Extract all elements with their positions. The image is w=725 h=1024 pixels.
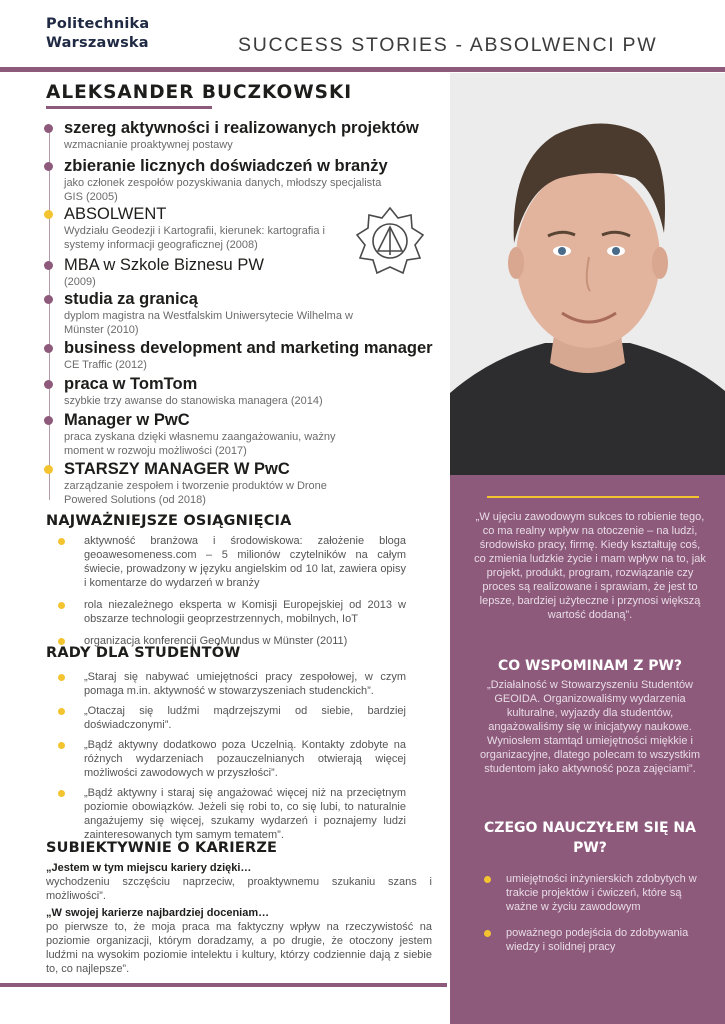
timeline-title: szereg aktywności i realizowanych projektów bbox=[64, 119, 419, 137]
advice-heading: RADY DLA STUDENTÓW bbox=[46, 645, 241, 661]
timeline-item bbox=[44, 411, 444, 458]
achievements-list bbox=[58, 534, 406, 648]
advice-text: „Otaczaj się ludźmi mądrzejszymi od siebie, bardziej doświadczonymi”. bbox=[84, 705, 406, 731]
subjective-answer: wychodzeniu szczęściu naprzeciw, proaktywnemu szukaniu szans i możliwości”. bbox=[46, 876, 432, 902]
learned-list bbox=[484, 872, 704, 954]
bullet-dot bbox=[484, 930, 491, 937]
memories-text: „Działalność w Stowarzyszeniu Studentów GEOIDA. Organizowaliśmy wydarzenia kulturalne, wyjazdy dla studentów, angażowaliśmy się w inicjatywy naukowe. Wyniosłem stamtąd umiejętności miękkie i organizacyjne, dlatego polecam to wszystkim studentom jako aktywność poza zajęciami”. bbox=[479, 679, 701, 775]
timeline-desc: CE Traffic (2012) bbox=[64, 359, 147, 371]
timeline-title: business development and marketing manager bbox=[64, 339, 433, 357]
timeline-desc: szybkie trzy awanse do stanowiska managera (2014) bbox=[64, 395, 323, 407]
learned-text: umiejętności inżynierskich zdobytych w trakcie projektów i ćwiczeń, które są ważne w życiu zawodowym bbox=[506, 873, 697, 913]
portrait-photo bbox=[450, 73, 725, 475]
timeline-dot bbox=[44, 261, 53, 270]
achievement-text: organizacja konferencji GeoMundus w Münster (2011) bbox=[84, 635, 348, 647]
timeline-title: STARSZY MANAGER W PwC bbox=[64, 460, 290, 478]
timeline-dot bbox=[44, 380, 53, 389]
timeline-desc: wzmacnianie proaktywnej postawy bbox=[64, 139, 233, 151]
memories-heading: CO WSPOMINAM Z PW? bbox=[497, 658, 683, 674]
learned-text: poważnego podejścia do zdobywania wiedzy i solidnej pracy bbox=[506, 927, 689, 953]
timeline-desc: Wydziału Geodezji i Kartografii, kierunek: kartografia i systemy informacji geograficznej (2008) bbox=[64, 225, 325, 251]
timeline-dot bbox=[44, 295, 53, 304]
timeline-item bbox=[44, 290, 444, 337]
subjective-question: „W swojej karierze najbardziej doceniam… bbox=[46, 907, 270, 919]
timeline-title: Manager w PwC bbox=[64, 411, 190, 429]
list-item bbox=[58, 598, 406, 626]
bullet-dot bbox=[58, 674, 65, 681]
timeline-desc: dyplom magistra na Westfalskim Uniwersytecie Wilhelma w Münster (2010) bbox=[64, 310, 353, 336]
subjective-question: „Jestem w tym miejscu kariery dzięki… bbox=[46, 862, 252, 874]
learned-heading: CZEGO NAUCZYŁEM SIĘ NA PW? bbox=[484, 820, 696, 856]
list-item bbox=[484, 926, 704, 954]
timeline-item bbox=[44, 119, 444, 152]
timeline-title: zbieranie licznych doświadczeń w branży bbox=[64, 157, 388, 175]
logo-line-2: Warszawska bbox=[46, 35, 149, 51]
logo-line-1: Politechnika bbox=[46, 16, 150, 32]
timeline-desc: praca zyskana dzięki własnemu zaangażowaniu, ważny moment w rozwoju możliwości (2017) bbox=[64, 431, 336, 457]
person-name: ALEKSANDER BUCZKOWSKI bbox=[46, 82, 353, 103]
bullet-dot bbox=[58, 708, 65, 715]
success-quote: „W ujęciu zawodowym sukces to robienie tego, co ma realny wpływ na otoczenie – na ludzi, środowisko pracy, firmę. Kiedy kształtuję coś, co zmienia ludzkie życie i mam wpływ na to, jak projekt, produkt, program, rozwiązanie czy proces są realizowane i sprawiam, że jest to lepsze, bardziej użyteczne i przynosi większą wartość dodaną”. bbox=[474, 511, 706, 621]
university-logo bbox=[46, 15, 149, 53]
timeline-dot bbox=[44, 416, 53, 425]
advice-list bbox=[58, 670, 406, 842]
timeline-desc: (2009) bbox=[64, 276, 96, 288]
timeline-dot bbox=[44, 210, 53, 219]
achievement-text: rola niezależnego eksperta w Komisji Europejskiej od 2013 w obszarze technologii geoprzestrzennych, mobilnych, IoT bbox=[84, 599, 406, 625]
name-underline bbox=[46, 106, 212, 109]
bullet-dot bbox=[58, 538, 65, 545]
advice-text: „Bądź aktywny i staraj się angażować więcej niż na przeciętnym poziomie obowiązków. Jeżeli się robi to, co się lubi, to naturalnie angażujemy się więcej, szukamy wydarzeń i poznajemy ludzi zainteresowanych tym samym tematem”. bbox=[84, 787, 406, 841]
header-divider bbox=[0, 67, 725, 72]
list-item bbox=[484, 872, 704, 914]
list-item bbox=[58, 670, 406, 698]
subjective-block-2 bbox=[46, 906, 432, 976]
advice-text: „Bądź aktywny dodatkowo poza Uczelnią. Kontakty zdobyte na różnych wydarzeniach pozauczelnianych otwierają więcej możliwości zawodowych w przyszłości”. bbox=[84, 739, 406, 779]
timeline-title: ABSOLWENT bbox=[64, 205, 167, 223]
bullet-dot bbox=[484, 876, 491, 883]
advice-text: „Staraj się nabywać umiejętności pracy zespołowej, w czym pomaga m.in. aktywność w stowarzyszeniach studenckich”. bbox=[84, 671, 406, 697]
footer-divider bbox=[0, 983, 447, 987]
timeline-dot bbox=[44, 344, 53, 353]
bullet-dot bbox=[58, 790, 65, 797]
timeline-item bbox=[44, 157, 444, 204]
timeline-dot bbox=[44, 162, 53, 171]
subjective-heading: SUBIEKTYWNIE O KARIERZE bbox=[46, 840, 278, 856]
timeline-title: praca w TomTom bbox=[64, 375, 198, 393]
timeline-item bbox=[44, 460, 444, 507]
portrait-illustration bbox=[450, 73, 725, 475]
faculty-emblem-icon bbox=[354, 205, 426, 277]
achievements-heading: NAJWAŻNIEJSZE OSIĄGNIĘCIA bbox=[46, 513, 292, 529]
achievement-text: aktywność branżowa i środowiskowa: założenie bloga geoawesomeness.com – 5 milionów czytelników na całym świecie, prowadzony w języku angielskim od 10 lat, zawiera opisy i komentarze do wydarzeń w branży bbox=[84, 535, 406, 589]
list-item bbox=[58, 786, 406, 842]
list-item bbox=[58, 534, 406, 590]
timeline-title: studia za granicą bbox=[64, 290, 198, 308]
timeline-item bbox=[44, 339, 444, 372]
subjective-answer: po pierwsze to, że moja praca ma faktyczny wpływ na rzeczywistość na poziomie organizacji, którym doradzamy, a po drugie, że otoczony jestem ludźmi na wysokim poziomie intelektu i kultury, którzy codziennie dają z siebie to, co najlepsze”. bbox=[46, 921, 432, 975]
bullet-dot bbox=[58, 602, 65, 609]
header-title: SUCCESS STORIES - ABSOLWENCI PW bbox=[238, 34, 658, 56]
subjective-block-1 bbox=[46, 861, 432, 903]
bullet-dot bbox=[58, 638, 65, 645]
list-item bbox=[58, 704, 406, 732]
timeline-desc: jako członek zespołów pozyskiwania danych, młodszy specjalista GIS (2005) bbox=[64, 177, 382, 203]
bullet-dot bbox=[58, 742, 65, 749]
timeline-dot bbox=[44, 124, 53, 133]
quote-divider bbox=[487, 496, 699, 498]
list-item bbox=[58, 738, 406, 780]
timeline-item bbox=[44, 375, 444, 408]
timeline-desc: zarządzanie zespołem i tworzenie produktów w Drone Powered Solutions (od 2018) bbox=[64, 480, 327, 506]
timeline-dot bbox=[44, 465, 53, 474]
timeline-title: MBA w Szkole Biznesu PW bbox=[64, 256, 264, 274]
